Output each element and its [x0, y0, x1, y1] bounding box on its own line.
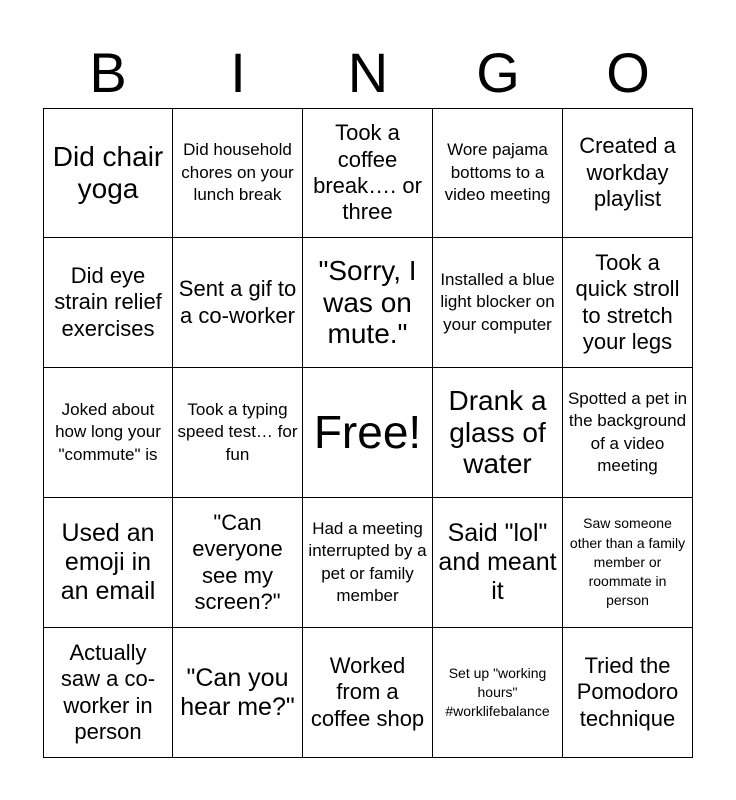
bingo-cell[interactable]: Said "lol" and meant it — [433, 498, 563, 628]
bingo-cell[interactable]: Used an emoji in an email — [43, 498, 173, 628]
free-space-cell[interactable]: Free! — [303, 368, 433, 498]
header-letter-o: O — [606, 41, 650, 104]
bingo-cell[interactable]: Saw someone other than a family member or roommate in person — [563, 498, 693, 628]
bingo-cell[interactable]: Took a typing speed test… for fun — [173, 368, 303, 498]
bingo-cell[interactable]: Joked about how long your "commute" is — [43, 368, 173, 498]
bingo-cell[interactable]: "Can you hear me?" — [173, 628, 303, 758]
bingo-cell[interactable]: Spotted a pet in the background of a video meeting — [563, 368, 693, 498]
header-letter-n: N — [347, 41, 389, 104]
bingo-cell[interactable]: Did chair yoga — [43, 108, 173, 238]
bingo-cell[interactable]: Sent a gif to a co-worker — [173, 238, 303, 368]
bingo-cell[interactable]: Did eye strain relief exercises — [43, 238, 173, 368]
bingo-cell[interactable]: Set up "working hours" #worklifebalance — [433, 628, 563, 758]
header-letter-b: B — [89, 41, 127, 104]
header-letter-i: I — [230, 41, 246, 104]
bingo-cell[interactable]: Actually saw a co-worker in person — [43, 628, 173, 758]
bingo-board — [43, 108, 693, 758]
bingo-cell[interactable]: Installed a blue light blocker on your computer — [433, 238, 563, 368]
bingo-cell[interactable]: Drank a glass of water — [433, 368, 563, 498]
bingo-cell[interactable]: Created a workday playlist — [563, 108, 693, 238]
bingo-cell[interactable]: Did household chores on your lunch break — [173, 108, 303, 238]
bingo-cell[interactable]: Worked from a coffee shop — [303, 628, 433, 758]
header-letter-g: G — [476, 41, 520, 104]
bingo-cell[interactable]: Tried the Pomodoro technique — [563, 628, 693, 758]
bingo-cell[interactable]: Wore pajama bottoms to a video meeting — [433, 108, 563, 238]
bingo-cell[interactable]: Had a meeting interrupted by a pet or family member — [303, 498, 433, 628]
bingo-cell[interactable]: Took a quick stroll to stretch your legs — [563, 238, 693, 368]
bingo-cell[interactable]: "Can everyone see my screen?" — [173, 498, 303, 628]
bingo-header — [43, 40, 693, 106]
bingo-cell[interactable]: "Sorry, I was on mute." — [303, 238, 433, 368]
bingo-cell[interactable]: Took a coffee break…. or three — [303, 108, 433, 238]
